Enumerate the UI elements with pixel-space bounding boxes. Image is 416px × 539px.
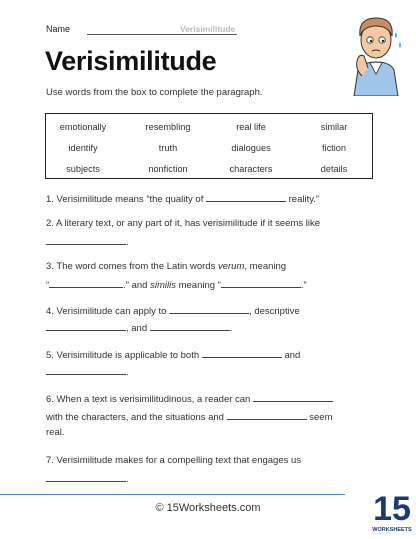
question-text: .” and [123, 280, 148, 291]
answer-blank[interactable] [46, 235, 126, 245]
latin-word: verum [217, 261, 245, 272]
question-text: 1. Verisimilitude means “the quality of [46, 194, 204, 205]
word-bank [45, 113, 373, 179]
question-text: . [126, 367, 129, 378]
question-text: with the characters, and the situations and [46, 412, 224, 423]
word-bank-item: dialogues [231, 143, 271, 153]
question-3 [46, 261, 286, 272]
question-text: 7. Verisimilitude makes for a compelling text that engages us [46, 455, 302, 466]
page-title: Verisimilitude [45, 46, 217, 76]
question-3-line-2 [46, 278, 307, 291]
site-name: 15Worksheets.com [166, 502, 261, 514]
name-label: Name [46, 24, 71, 34]
question-text: “ [46, 280, 50, 291]
word-bank-item: details [320, 164, 348, 174]
question-text: 4. Verisimilitude can apply to [46, 306, 167, 317]
word-bank-item: nonfiction [148, 164, 188, 174]
instructions: Use words from the box to complete the paragraph. [46, 87, 263, 98]
question-text: . [229, 323, 233, 334]
question-text: .” [300, 280, 307, 291]
word-bank-item: fiction [321, 143, 347, 153]
word-bank-item: subjects [66, 164, 100, 174]
question-text: and [284, 350, 301, 361]
question-2-line-2 [46, 235, 129, 248]
latin-word: similis [150, 280, 176, 291]
question-text: meaning “ [178, 280, 221, 291]
question-1 [46, 192, 319, 205]
answer-blank[interactable] [253, 392, 333, 402]
answer-blank[interactable] [150, 321, 230, 331]
question-4 [46, 304, 300, 317]
question-text: reality.” [288, 194, 320, 205]
question-text: 3. The word comes from the Latin words [46, 261, 216, 272]
question-7 [46, 455, 301, 466]
word-bank-item: similar [320, 122, 348, 132]
question-7-line-2 [46, 472, 129, 485]
question-text: 5. Verisimilitude is applicable to both [46, 350, 200, 361]
question-text: 2. A literary text, or any part of it, has verisimilitude if it seems like [46, 218, 321, 229]
word-bank-item: identify [68, 143, 98, 153]
worksheets-logo [372, 486, 412, 534]
thinking-character-illustration [340, 10, 410, 96]
question-text: . [126, 237, 129, 248]
question-text: , and [126, 323, 148, 334]
answer-blank[interactable] [221, 278, 301, 288]
word-bank-item: resembling [145, 122, 191, 132]
footer-credit [0, 502, 416, 514]
logo-text: WORKSHEETS [372, 527, 412, 533]
logo-number: 15 [373, 490, 411, 528]
question-6-line-2 [46, 410, 332, 423]
answer-blank[interactable] [202, 348, 282, 358]
question-5 [46, 348, 300, 361]
copyright-icon: © [155, 502, 164, 514]
answer-blank[interactable] [46, 472, 126, 482]
word-bank-item: characters [229, 164, 273, 174]
answer-blank[interactable] [46, 321, 126, 331]
question-text: , descriptive [249, 306, 300, 317]
question-text: . [126, 474, 129, 485]
answer-blank[interactable] [169, 304, 249, 314]
footer-divider [0, 494, 345, 495]
question-text: 6. When a text is verisimilitudinous, a reader can [46, 394, 251, 405]
word-bank-item: truth [158, 143, 178, 153]
word-bank-item: real life [236, 122, 266, 132]
name-row [46, 24, 236, 34]
answer-blank[interactable] [227, 410, 307, 420]
question-5-line-2 [46, 365, 129, 378]
question-text: , meaning [244, 261, 287, 272]
question-2 [46, 218, 320, 229]
answer-blank[interactable] [49, 278, 123, 288]
name-field[interactable] [87, 34, 237, 35]
question-text: seem [309, 412, 333, 423]
answer-blank[interactable] [46, 365, 126, 375]
question-4-line-2 [46, 321, 232, 334]
question-6-line-3 [46, 427, 64, 438]
question-text: real. [46, 427, 65, 438]
word-bank-item: emotionally [59, 122, 107, 132]
question-6 [46, 392, 333, 405]
worksheet-topic: Verisimilitude [180, 24, 236, 34]
answer-blank[interactable] [206, 192, 286, 202]
